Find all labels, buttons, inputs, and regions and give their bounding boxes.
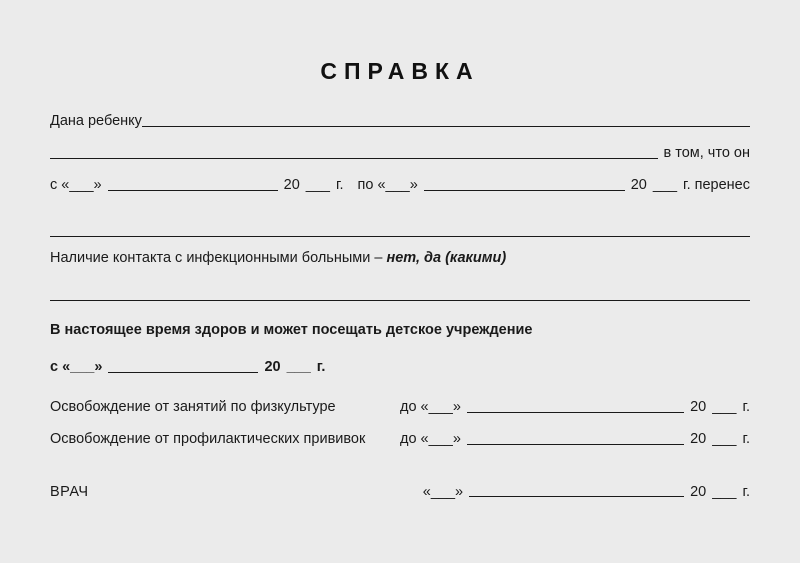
- page-title: СПРАВКА: [320, 58, 480, 84]
- exemption-vac-day-blank[interactable]: ___: [428, 431, 453, 447]
- exemption-vac-label: Освобождение от профилактических прививок: [50, 431, 366, 447]
- contact-blank[interactable]: [50, 285, 750, 301]
- period-to-day-blank[interactable]: ___: [385, 177, 410, 193]
- exemption-physical-education-row: [50, 397, 750, 416]
- exemption-pe-month-blank[interactable]: [467, 397, 684, 413]
- attend-from-year-blank[interactable]: ___: [286, 359, 311, 375]
- period-to-year: 20: [630, 177, 647, 193]
- doctor-signature-row: [50, 481, 750, 500]
- period-to-label: по «: [357, 177, 386, 193]
- period-from-day-blank[interactable]: ___: [69, 177, 94, 193]
- attend-from-day-blank[interactable]: ___: [70, 359, 95, 375]
- doctor-date-quote: »: [455, 484, 464, 500]
- doctor-date-prefix: «: [422, 484, 431, 500]
- doctor-year-blank[interactable]: ___: [712, 484, 737, 500]
- given-to-row: [50, 111, 750, 130]
- period-from-label: с «: [50, 177, 70, 193]
- exemption-vac-until-prefix: до «: [400, 431, 429, 447]
- exemption-pe-g: г.: [742, 399, 750, 415]
- exemption-pe-label: Освобождение от занятий по физкультуре: [50, 399, 336, 415]
- period-end-text: г. перенес: [683, 177, 750, 193]
- healthy-statement: В настоящее время здоров и может посещать детское учреждение: [50, 322, 533, 338]
- period-to-year-blank[interactable]: ___: [652, 177, 678, 193]
- doctor-day-blank[interactable]: ___: [430, 484, 456, 500]
- period-from-g: г.: [335, 177, 344, 193]
- in-that-row: [50, 143, 750, 162]
- given-to-label: Дана ребенку: [50, 113, 142, 129]
- exemption-pe-year-blank[interactable]: ___: [712, 399, 737, 415]
- period-from-quote: »: [93, 177, 102, 193]
- period-to-month-blank[interactable]: [424, 175, 625, 191]
- child-name-blank[interactable]: [50, 143, 658, 159]
- contact-line: [50, 249, 750, 267]
- period-from-year: 20: [283, 177, 300, 193]
- exemption-vac-month-blank[interactable]: [467, 429, 684, 445]
- exemption-pe-year: 20: [690, 399, 707, 415]
- attend-from-quote: »: [94, 359, 103, 375]
- diagnosis-blank[interactable]: [50, 221, 750, 237]
- contact-label: Наличие контакта с инфекционными больными –: [50, 250, 383, 266]
- period-from-month-blank[interactable]: [108, 175, 278, 191]
- exemption-vac-year-blank[interactable]: ___: [712, 431, 737, 447]
- attend-from-g: г.: [316, 359, 326, 375]
- doctor-label: ВРАЧ: [50, 484, 89, 500]
- exemption-pe-until-prefix: до «: [400, 399, 429, 415]
- period-to-quote: »: [409, 177, 418, 193]
- exemption-vac-year: 20: [690, 431, 707, 447]
- exemption-pe-day-blank[interactable]: ___: [428, 399, 453, 415]
- period-from-year-blank[interactable]: ___: [305, 177, 330, 193]
- in-that-label: в том, что он: [663, 145, 750, 161]
- contact-options: нет, да (какими): [386, 250, 507, 266]
- attend-from-year: 20: [264, 359, 281, 375]
- period-row: [50, 175, 750, 194]
- exemption-vac-g: г.: [742, 431, 750, 447]
- exemption-vac-quote: »: [452, 431, 461, 447]
- attend-from-month-blank[interactable]: [108, 357, 258, 373]
- doctor-month-blank[interactable]: [469, 481, 684, 497]
- given-to-blank[interactable]: [142, 111, 750, 127]
- doctor-year: 20: [690, 484, 707, 500]
- exemption-vaccination-row: [50, 429, 750, 448]
- attend-from-prefix: с «: [50, 359, 71, 375]
- exemption-pe-quote: »: [452, 399, 461, 415]
- attend-from-row: [50, 357, 750, 376]
- doctor-g: г.: [742, 484, 750, 500]
